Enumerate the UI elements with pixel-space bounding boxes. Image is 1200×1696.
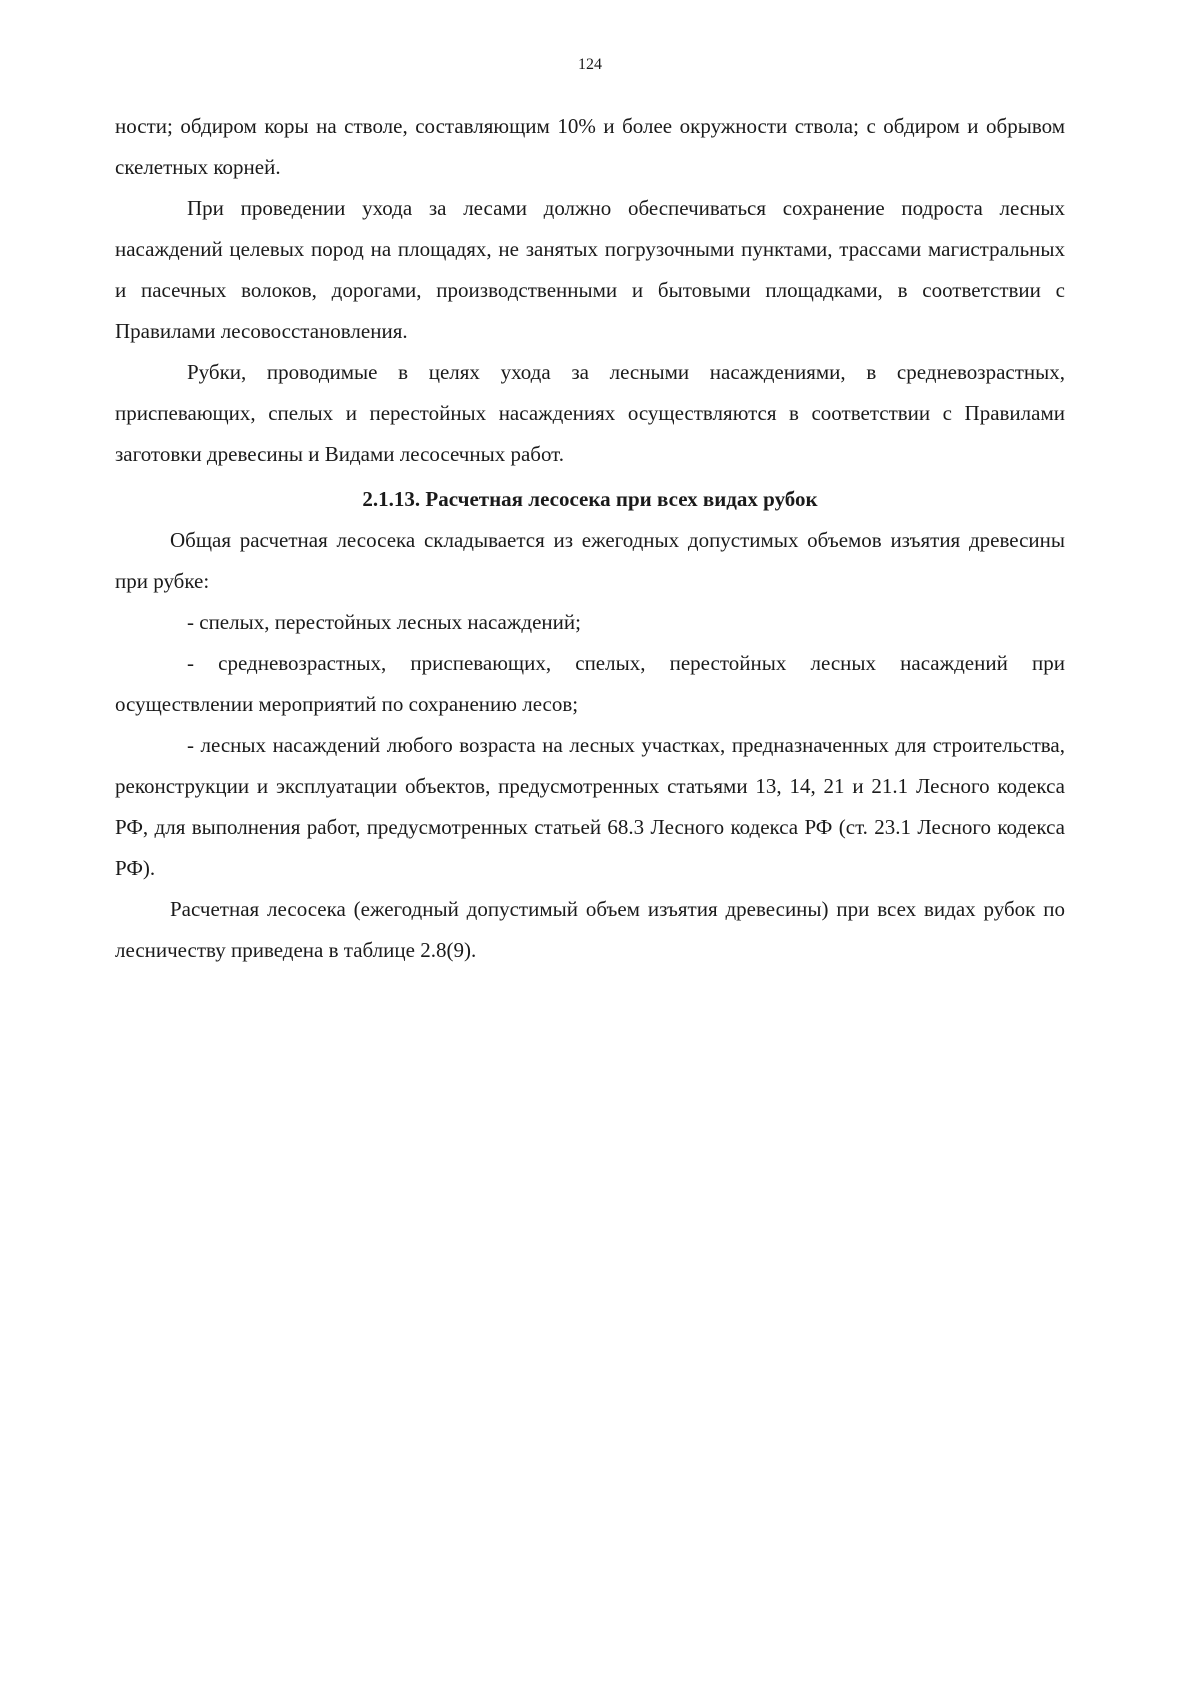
section-heading: 2.1.13. Расчетная лесосека при всех видах рубок (362, 487, 818, 511)
paragraph-total-cutting-intro: Общая расчетная лесосека складывается из ежегодных допустимых объемов изъятия древесины при рубке: (115, 528, 1065, 593)
paragraph-table-reference: Расчетная лесосека (ежегодный допустимый объем изъятия древесины) при всех видах рубок по лесничеству приведена в таблице 2.8(9). (115, 897, 1065, 962)
paragraph-continuation: ности; обдиром коры на стволе, составляющим 10% и более окружности ствола; с обдиром и обрывом скелетных корней. (115, 114, 1065, 179)
paragraph-care-cuttings: Рубки, проводимые в целях ухода за лесными насаждениями, в средневозрастных, приспевающих, спелых и перестойных насаждениях осуществляются в соответствии с Правилами заготовки древесины и Видами лесосечных работ. (115, 360, 1065, 466)
paragraph-undergrowth-preservation: При проведении ухода за лесами должно обеспечиваться сохранение подроста лесных насаждений целевых пород на площадях, не занятых погрузочными пунктами, трассами магистральных и пасечных волоков, дорогами, производственными и бытовыми площадками, в соответствии с Правилами лесовосстановления. (115, 196, 1065, 343)
page-content (115, 106, 1065, 971)
page-number: 124 (578, 56, 602, 73)
list-item: - средневозрастных, приспевающих, спелых, перестойных лесных насаждений при осуществлении мероприятий по сохранению лесов; (115, 651, 1065, 716)
list-item: - спелых, перестойных лесных насаждений; (187, 610, 581, 634)
list-item: - лесных насаждений любого возраста на лесных участках, предназначенных для строительства, реконструкции и эксплуатации объектов, предусмотренных статьями 13, 14, 21 и 21.1 Лесного кодекса РФ, для выполнения работ, предусмотренных статьей 68.3 Лесного кодекса РФ (ст. 23.1 Лесного кодекса РФ). (115, 733, 1065, 880)
